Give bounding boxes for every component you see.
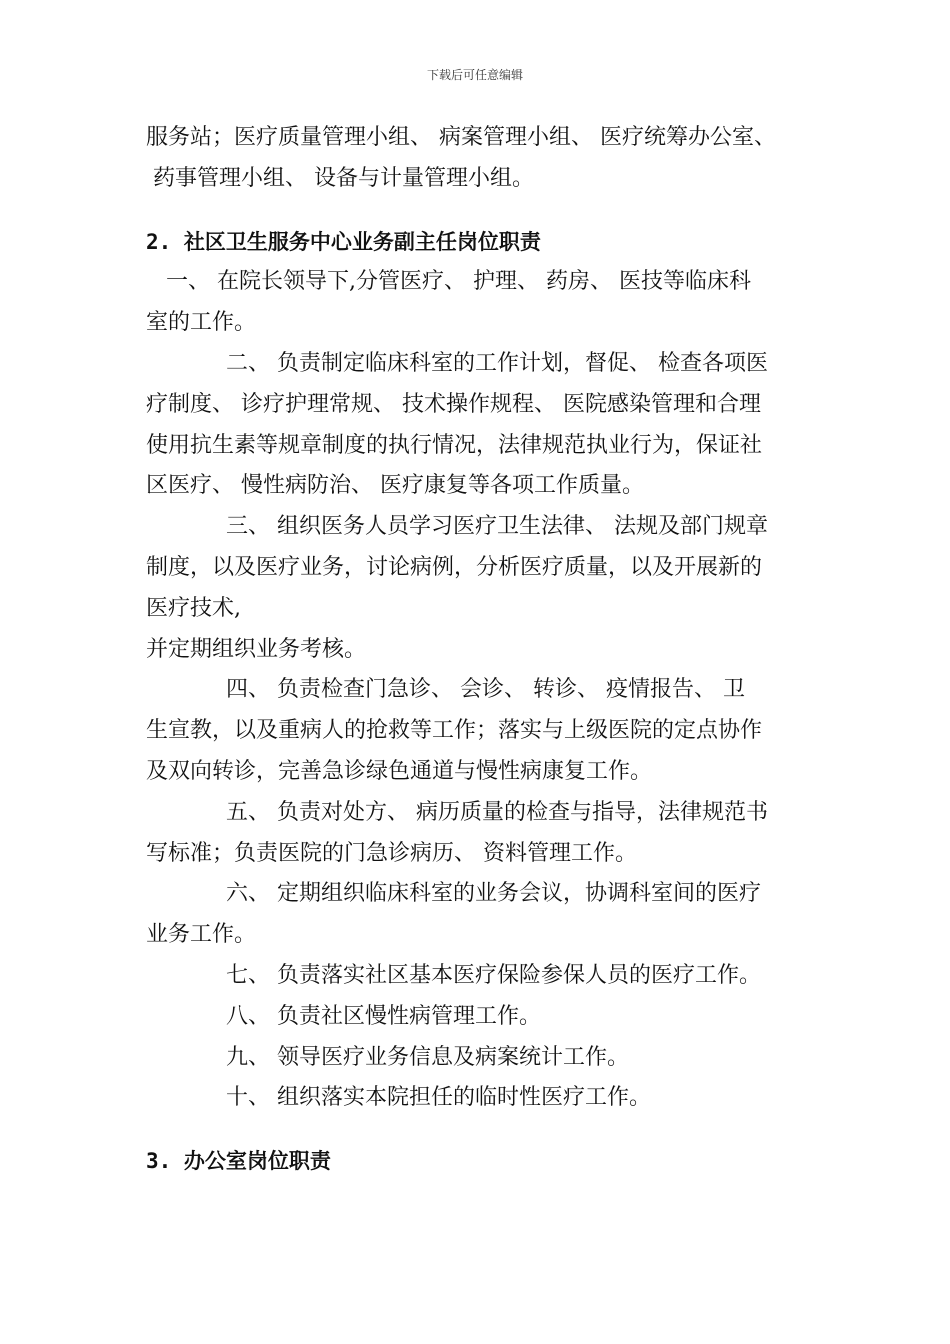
duty-4-line-3: 及双向转诊，完善急诊绿色通道与慢性病康复工作。 [146, 758, 653, 784]
document-body [146, 118, 808, 1182]
duty-2-line-2: 疗制度、 诊疗护理常规、 技术操作规程、 医院感染管理和合理 [146, 391, 761, 417]
duty-3-line-4: 并定期组织业务考核。 [146, 636, 367, 662]
duty-3-line-1: 三、 组织医务人员学习医疗卫生法律、 法规及部门规章 [226, 514, 768, 540]
duty-10-line: 十、 组织落实本院担任的临时性医疗工作。 [226, 1085, 651, 1111]
duty-3-line-3: 医疗技术, [146, 595, 241, 621]
section-3-heading: 3. 办公室岗位职责 [146, 1149, 331, 1174]
duty-6-line-2: 业务工作。 [146, 922, 257, 948]
duty-3-line-2: 制度，以及医疗业务，讨论病例，分析医疗质量，以及开展新的 [146, 554, 763, 580]
duty-8-line: 八、 负责社区慢性病管理工作。 [226, 1003, 541, 1029]
duty-2-line-4: 区医疗、 慢性病防治、 医疗康复等各项工作质量。 [146, 473, 644, 499]
duty-1-line-2: 室的工作。 [146, 310, 257, 336]
duty-5-line-2: 写标准；负责医院的门急诊病历、 资料管理工作。 [146, 840, 637, 866]
intro-line-1: 服务站；医疗质量管理小组、 病案管理小组、 医疗统筹办公室、 [146, 125, 776, 150]
duty-5-line-1: 五、 负责对处方、 病历质量的检查与指导，法律规范书 [226, 799, 768, 825]
duty-4-line-1: 四、 负责检查门急诊、 会诊、 转诊、 疫情报告、 卫 [226, 677, 745, 703]
header-note: 下载后可任意编辑 [426, 68, 523, 82]
duty-7-line: 七、 负责落实社区基本医疗保险参保人员的医疗工作。 [226, 962, 761, 988]
duty-2-line-1: 二、 负责制定临床科室的工作计划，督促、 检查各项医 [226, 350, 768, 376]
duty-4-line-2: 生宣教，以及重病人的抢救等工作；落实与上级医院的定点协作 [146, 718, 763, 744]
duty-2-line-3: 使用抗生素等规章制度的执行情况，法律规范执业行为，保证社 [146, 432, 763, 458]
duty-1-line-1: 一、 在院长领导下,分管医疗、 护理、 药房、 医技等临床科 [166, 269, 751, 295]
intro-line-2: 药事管理小组、 设备与计量管理小组。 [146, 165, 534, 191]
duty-9-line: 九、 领导医疗业务信息及病案统计工作。 [226, 1044, 629, 1070]
section-2-heading: 2. 社区卫生服务中心业务副主任岗位职责 [146, 229, 541, 254]
duty-6-line-1: 六、 定期组织临床科室的业务会议，协调科室间的医疗 [226, 881, 761, 907]
